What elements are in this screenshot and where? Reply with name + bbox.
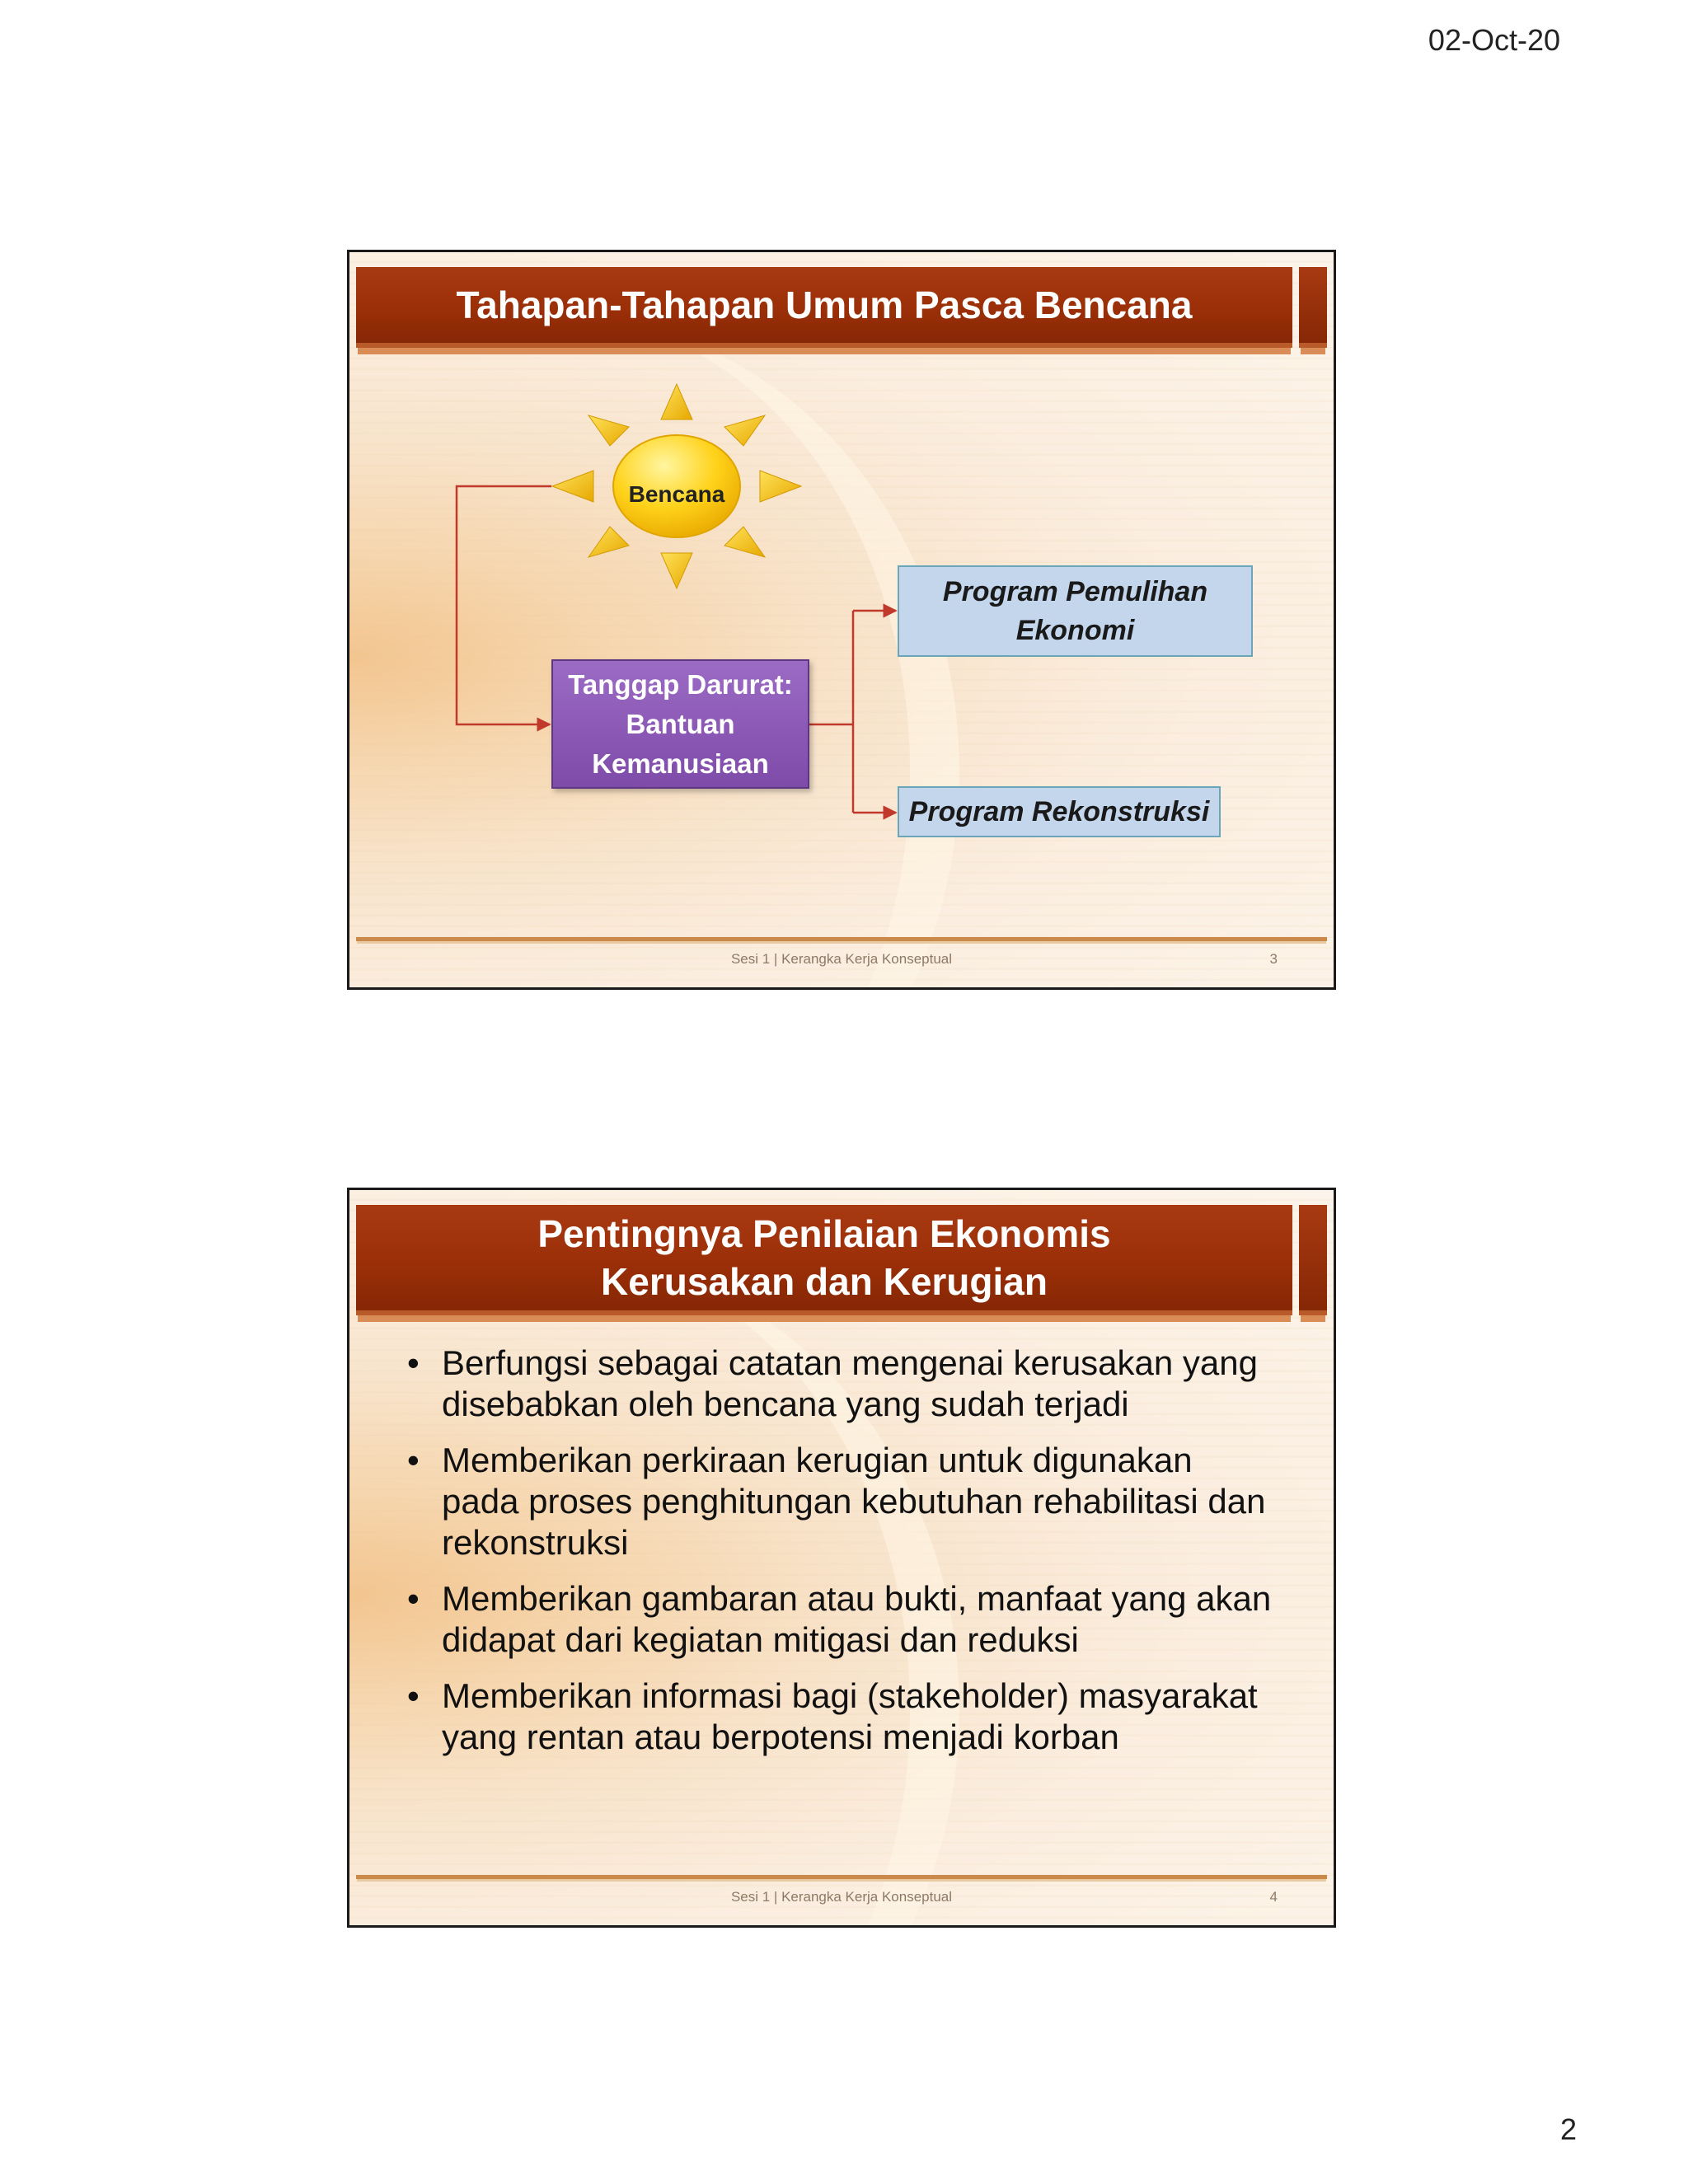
- bullet-item: • Memberikan informasi bagi (stakeholder) masyarakat yang rentan atau berpotensi menjadi korban: [399, 1675, 1273, 1758]
- page-number: 2: [1559, 2112, 1577, 2146]
- bullet-item: • Memberikan gambaran atau bukti, manfaat yang akan didapat dari kegiatan mitigasi dan reduksi: [399, 1578, 1273, 1661]
- sun-label: Bencana: [628, 481, 725, 507]
- slide-title: Tahapan-Tahapan Umum Pasca Bencana: [356, 267, 1292, 348]
- footer-divider: [356, 1875, 1327, 1879]
- bullet-list: [399, 1343, 1273, 1773]
- bullet-item: • Berfungsi sebagai catatan mengenai kerusakan yang disebabkan oleh bencana yang sudah terjadi: [399, 1343, 1273, 1425]
- slide-footer: Sesi 1 | Kerangka Kerja Konseptual: [730, 1889, 953, 1905]
- slide-title-line-2: Kerusakan dan Kerugian: [601, 1260, 1048, 1303]
- slide-footer: Sesi 1 | Kerangka Kerja Konseptual: [730, 951, 953, 967]
- slide-4: [347, 1188, 1336, 1928]
- tanggap-darurat-box: Tanggap Darurat: Bantuan Kemanusiaan: [551, 659, 809, 789]
- slide-number: 4: [1269, 1889, 1278, 1905]
- slide-title: [356, 1205, 1292, 1315]
- footer-divider: [356, 937, 1327, 941]
- pemulihan-ekonomi-box: Program Pemulihan Ekonomi: [898, 565, 1253, 657]
- slide-number: 3: [1269, 951, 1278, 967]
- title-tab: [1299, 1205, 1327, 1315]
- page-date: 02-Oct-20: [1428, 23, 1560, 57]
- rekonstruksi-box: Program Rekonstruksi: [898, 786, 1221, 837]
- slide-title-line-1: Pentingnya Penilaian Ekonomis: [537, 1212, 1111, 1255]
- bullet-item: • Memberikan perkiraan kerugian untuk digunakan pada proses penghitungan kebutuhan rehabilitasi dan rekonstruksi: [399, 1440, 1273, 1563]
- slide-3: [347, 250, 1336, 990]
